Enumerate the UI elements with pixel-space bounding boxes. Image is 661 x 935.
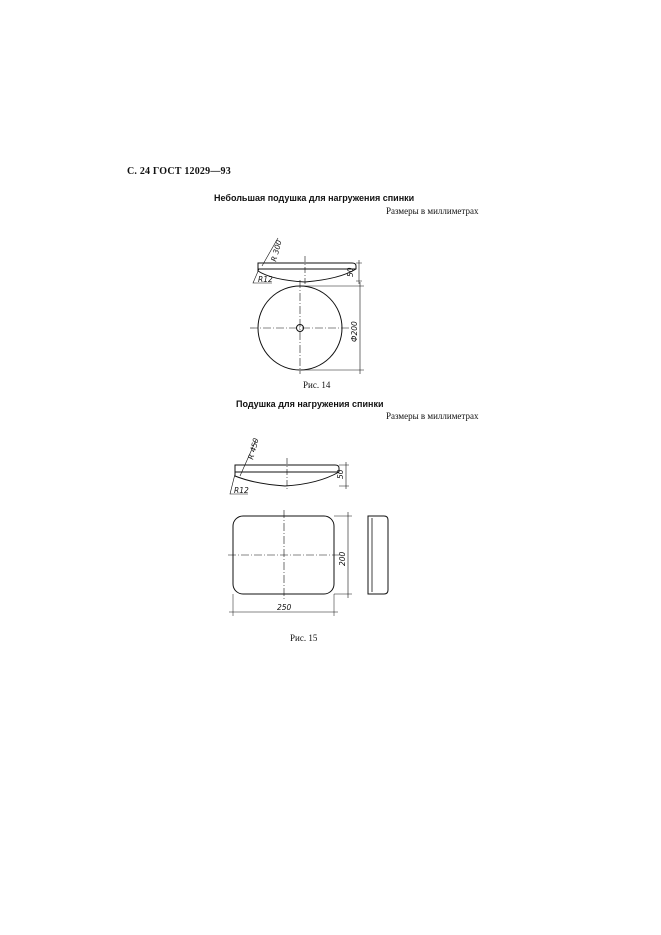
figure-14-title: Небольшая подушка для нагружения спинки [214,193,415,203]
fig14-radius-top-label: R 300 [269,239,284,263]
figure-14-units-note: Размеры в миллиметрах [386,206,479,216]
figure-15-caption: Рис. 15 [290,633,318,643]
fig14-height-label: 50 [346,267,355,277]
figure-14-caption: Рис. 14 [303,380,331,390]
figure-15-front-view [228,510,352,616]
fig15-height-label: 50 [336,469,345,479]
fig15-radius-edge-label: R12 [234,486,249,495]
fig14-radius-edge-label: R12 [258,275,273,284]
fig15-height2-label: 200 [338,551,347,566]
figure-14-plan-view [250,280,364,374]
figure-15-title: Подушка для нагружения спинки [236,399,384,409]
page-header: С. 24 ГОСТ 12029—93 [127,166,231,177]
fig15-width-label: 250 [277,603,292,612]
figure-15-side-profile [368,516,388,594]
figure-15-units-note: Размеры в миллиметрах [386,411,479,421]
fig15-radius-top-label: R 450 [246,437,261,461]
fig14-diameter-label: Ф200 [350,321,359,342]
